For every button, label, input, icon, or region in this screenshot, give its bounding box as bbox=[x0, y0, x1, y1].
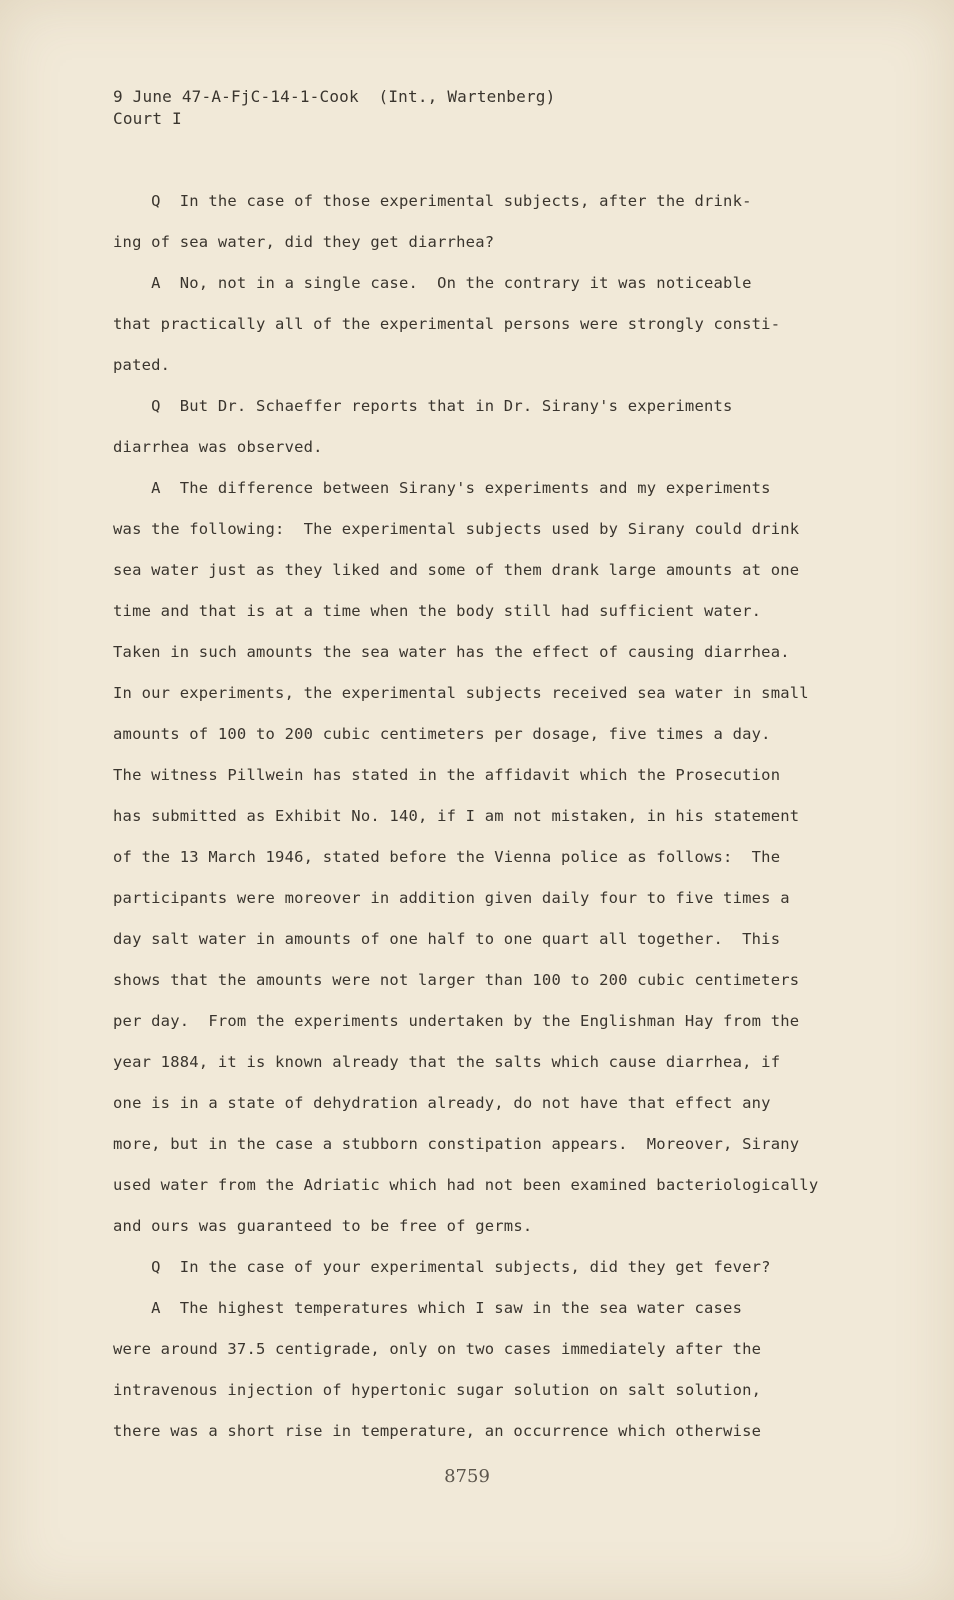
header-reference-line: 9 June 47-A-FjC-14-1-Cook (Int., Wartenberg) bbox=[113, 87, 556, 106]
text-line: In our experiments, the experimental subjects received sea water in small bbox=[113, 684, 809, 702]
transcript-header bbox=[113, 86, 555, 130]
text-line: A The difference between Sirany's experiments and my experiments bbox=[113, 479, 771, 497]
text-line: and ours was guaranteed to be free of germs. bbox=[113, 1217, 533, 1235]
text-line: pated. bbox=[113, 356, 171, 374]
text-line: that practically all of the experimental persons were strongly consti- bbox=[113, 315, 781, 333]
text-line: year 1884, it is known already that the salts which cause diarrhea, if bbox=[113, 1053, 781, 1071]
transcript-body bbox=[113, 186, 873, 1457]
text-line: A The highest temperatures which I saw in the sea water cases bbox=[113, 1299, 743, 1317]
text-line: used water from the Adriatic which had not been examined bacteriologically bbox=[113, 1176, 819, 1194]
text-line: diarrhea was observed. bbox=[113, 438, 323, 456]
text-line: Q But Dr. Schaeffer reports that in Dr. Sirany's experiments bbox=[113, 397, 733, 415]
text-line: participants were moreover in addition given daily four to five times a bbox=[113, 889, 790, 907]
text-line: one is in a state of dehydration already, do not have that effect any bbox=[113, 1094, 771, 1112]
text-line: shows that the amounts were not larger than 100 to 200 cubic centimeters bbox=[113, 971, 800, 989]
text-line: amounts of 100 to 200 cubic centimeters per dosage, five times a day. bbox=[113, 725, 771, 743]
text-line: Q In the case of your experimental subjects, did they get fever? bbox=[113, 1258, 771, 1276]
text-line: ing of sea water, did they get diarrhea? bbox=[113, 233, 495, 251]
text-line: more, but in the case a stubborn constipation appears. Moreover, Sirany bbox=[113, 1135, 800, 1153]
page-number: 8759 bbox=[444, 1466, 490, 1487]
text-line: A No, not in a single case. On the contrary it was noticeable bbox=[113, 274, 752, 292]
text-line: of the 13 March 1946, stated before the Vienna police as follows: The bbox=[113, 848, 781, 866]
text-line: Taken in such amounts the sea water has the effect of causing diarrhea. bbox=[113, 643, 790, 661]
text-line: time and that is at a time when the body still had sufficient water. bbox=[113, 602, 762, 620]
text-line: has submitted as Exhibit No. 140, if I am not mistaken, in his statement bbox=[113, 807, 800, 825]
text-line: The witness Pillwein has stated in the affidavit which the Prosecution bbox=[113, 766, 781, 784]
text-line: day salt water in amounts of one half to one quart all together. This bbox=[113, 930, 781, 948]
text-line: was the following: The experimental subjects used by Sirany could drink bbox=[113, 520, 800, 538]
text-line: there was a short rise in temperature, an occurrence which otherwise bbox=[113, 1422, 762, 1440]
text-line: were around 37.5 centigrade, only on two cases immediately after the bbox=[113, 1340, 762, 1358]
text-line: per day. From the experiments undertaken by the Englishman Hay from the bbox=[113, 1012, 800, 1030]
text-line: intravenous injection of hypertonic sugar solution on salt solution, bbox=[113, 1381, 762, 1399]
text-line: sea water just as they liked and some of them drank large amounts at one bbox=[113, 561, 800, 579]
text-line: Q In the case of those experimental subjects, after the drink- bbox=[113, 192, 752, 210]
header-court-line: Court I bbox=[113, 109, 182, 128]
